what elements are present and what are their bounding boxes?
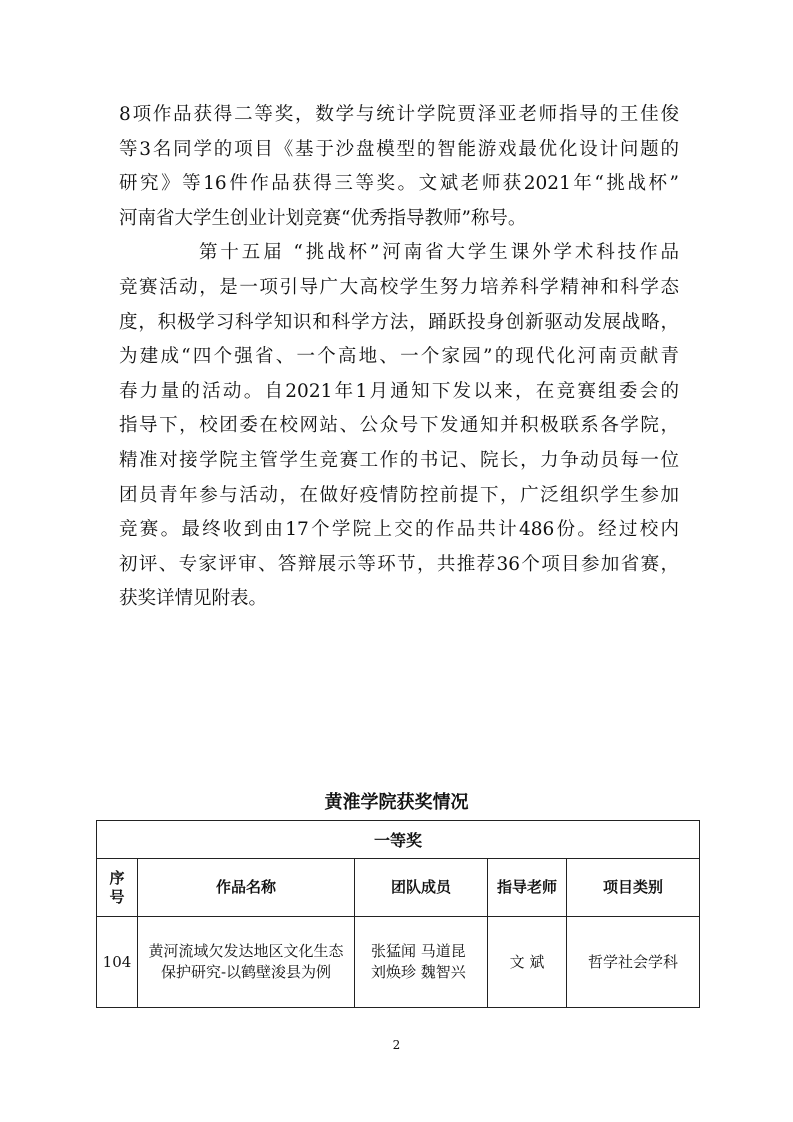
paragraph-line: 竞赛。最终收到由17个学院上交的作品共计486份。经过校内 bbox=[119, 519, 679, 541]
table-header-row bbox=[97, 859, 700, 917]
paragraph-line: 等3名同学的项目《基于沙盘模型的智能游戏最优化设计问题的 bbox=[119, 138, 679, 160]
table-row bbox=[97, 917, 700, 1008]
awards-table bbox=[96, 820, 700, 1008]
paragraph-line: 第十五届 “挑战杯”河南省大学生课外学术科技作品 bbox=[199, 242, 679, 264]
paragraph-line: 获奖详情见附表。 bbox=[119, 588, 268, 610]
name-header: 作品名称 bbox=[138, 859, 355, 917]
award-level-row bbox=[97, 821, 700, 859]
paragraph-line: 初评、专家评审、答辩展示等环节，共推荐36个项目参加省赛， bbox=[119, 553, 679, 575]
index-header bbox=[97, 859, 138, 917]
project-name: 黄河流域欠发达地区文化生态保护研究-以鹤壁浚县为例 bbox=[138, 917, 355, 1008]
index-header-line2: 号 bbox=[109, 887, 125, 906]
paragraph-line: 为建成“四个强省、一个高地、一个家园”的现代化河南贡献青 bbox=[119, 346, 679, 368]
team-members bbox=[355, 917, 488, 1008]
category-header: 项目类别 bbox=[567, 859, 700, 917]
advisor-header: 指导老师 bbox=[488, 859, 567, 917]
row-index: 104 bbox=[97, 917, 138, 1008]
paragraph-line: 8项作品获得二等奖，数学与统计学院贾泽亚老师指导的王佳俊 bbox=[119, 104, 679, 125]
paragraph-line: 指导下，校团委在校网站、公众号下发通知并积极联系各学院， bbox=[119, 415, 679, 437]
paragraph-line: 春力量的活动。自2021年1月通知下发以来，在竞赛组委会的 bbox=[119, 380, 679, 402]
team-members-line1: 张猛闻 马道昆 bbox=[371, 942, 466, 960]
team-members-line2: 刘焕珍 魏智兴 bbox=[371, 963, 466, 981]
index-header-line1: 序 bbox=[109, 868, 125, 887]
award-level-header: 一等奖 bbox=[97, 821, 700, 859]
table-title: 黄淮学院获奖情况 bbox=[324, 792, 469, 813]
paragraph-line: 精准对接学院主管学生竞赛工作的书记、院长，力争动员每一位 bbox=[119, 449, 679, 471]
paragraph-line: 竞赛活动，是一项引导广大高校学生努力培养科学精神和科学态 bbox=[119, 276, 679, 298]
paragraph-line: 度，积极学习科学知识和科学方法，踊跃投身创新驱动发展战略， bbox=[119, 311, 679, 333]
page-number: 2 bbox=[392, 1038, 401, 1052]
members-header: 团队成员 bbox=[355, 859, 488, 917]
paragraph-line: 研究》等16件作品获得三等奖。文斌老师获2021年“挑战杯” bbox=[119, 173, 679, 195]
paragraph-line: 团员青年参与活动，在做好疫情防控前提下，广泛组织学生参加 bbox=[119, 484, 679, 506]
paragraph-line: 河南省大学生创业计划竞赛“优秀指导教师”称号。 bbox=[119, 207, 527, 229]
advisor: 文 斌 bbox=[488, 917, 567, 1008]
body-text bbox=[119, 98, 679, 617]
project-category: 哲学社会学科 bbox=[567, 917, 700, 1008]
